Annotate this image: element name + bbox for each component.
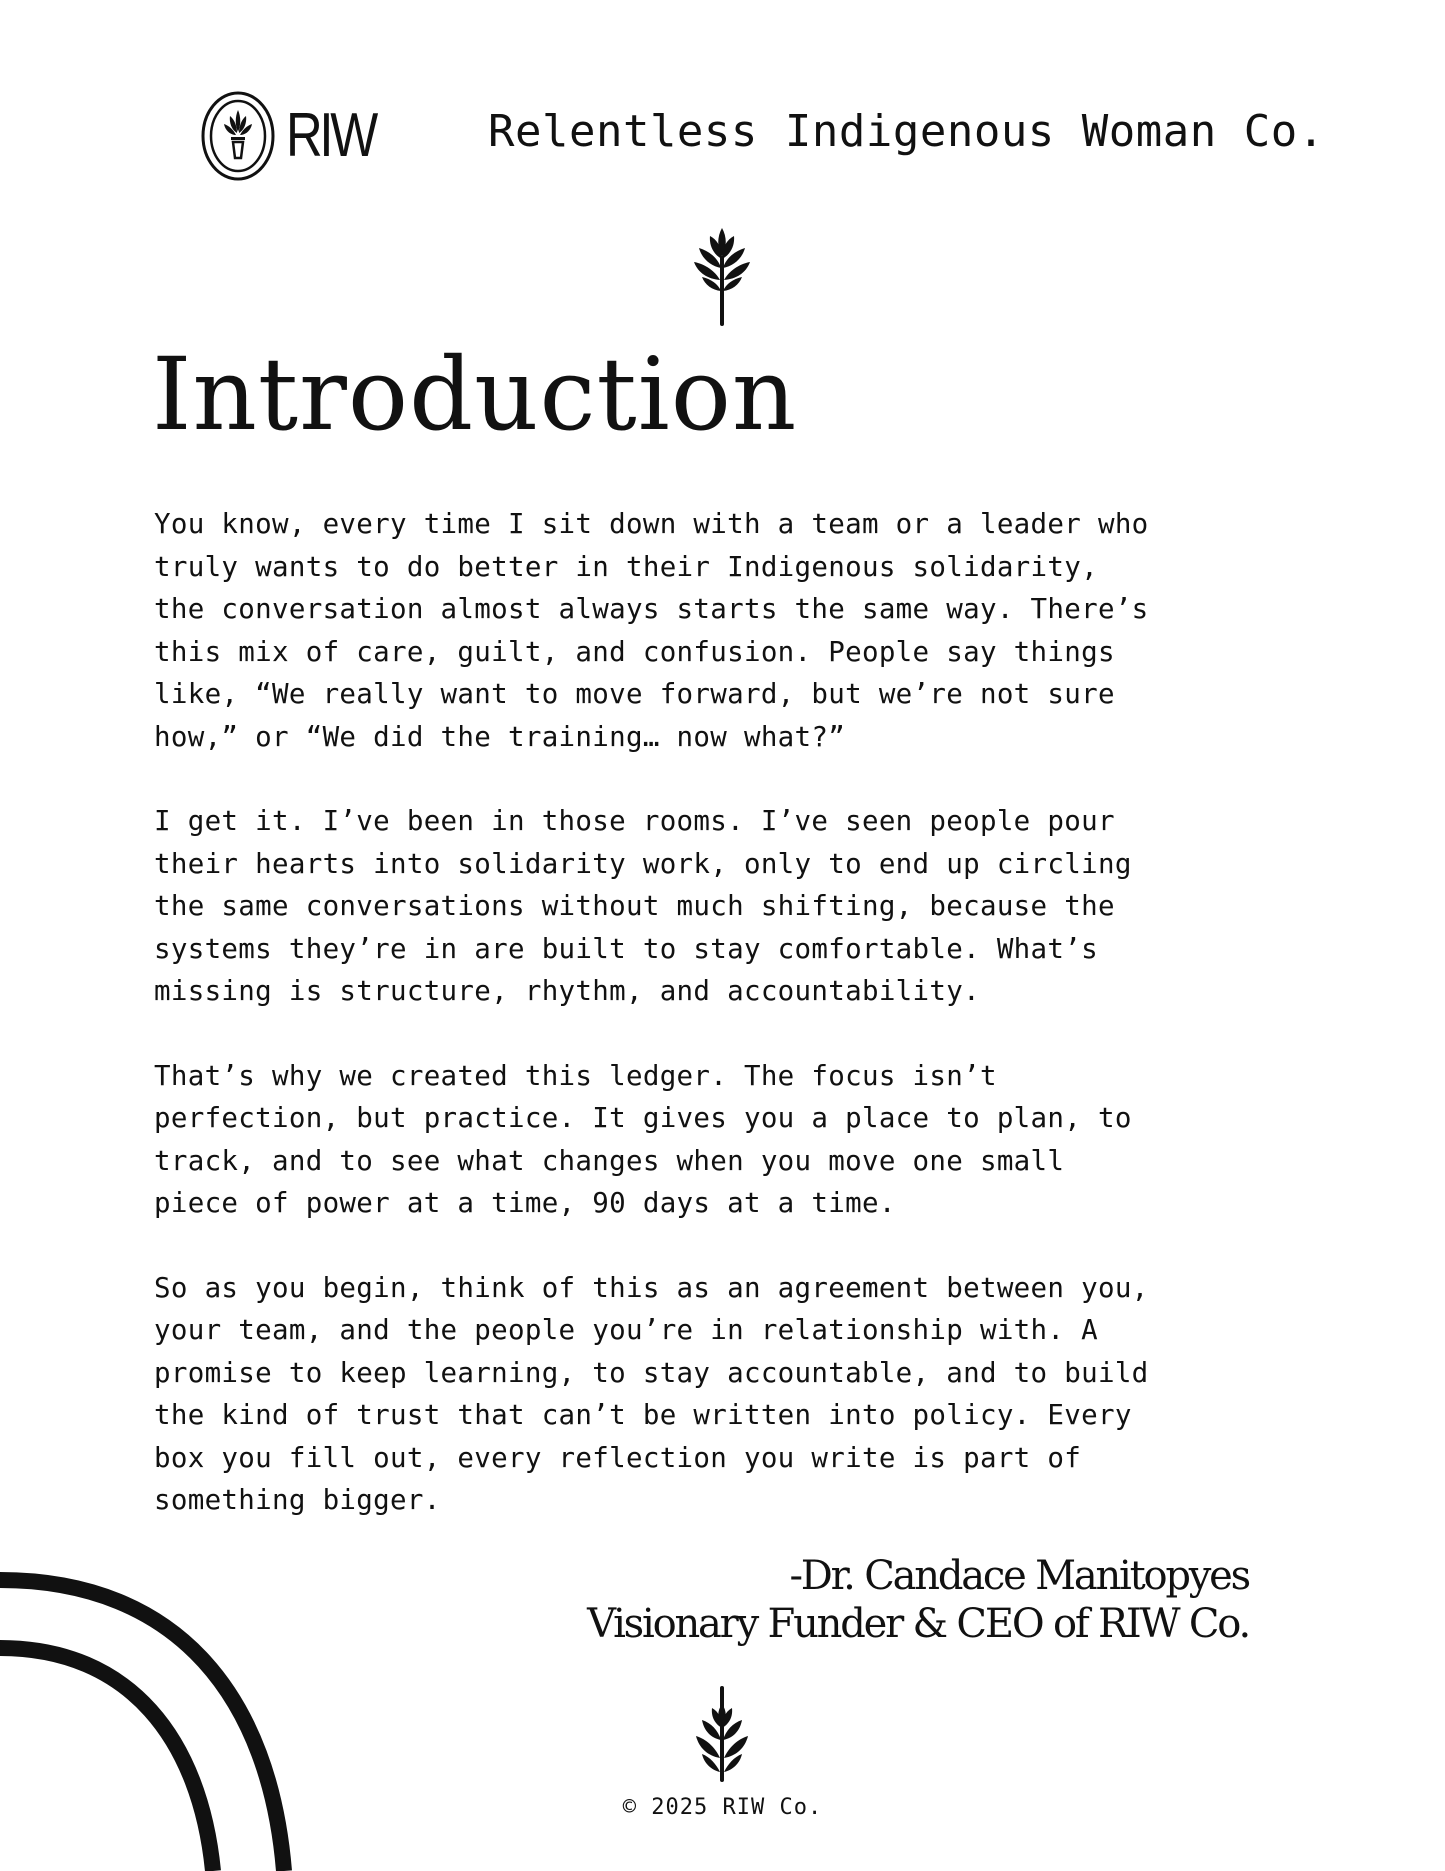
logo-wordmark: RIW	[286, 101, 375, 170]
signature-role: Visionary Funder & CEO of RIW Co.	[587, 1601, 1249, 1647]
introduction-body	[154, 503, 1304, 1564]
signature-block	[587, 1552, 1249, 1648]
paragraph: That’s why we created this ledger. The focus isn’t perfection, but practice. It gives you a place to plan, to track, and to see what changes when you move one small piece of power at a time, 90 days at a time.	[154, 1059, 1132, 1219]
organization-name: Relentless Indigenous Woman Co.	[488, 106, 1325, 157]
paragraph: So as you begin, think of this as an agreement between you, your team, and the people you’re in relationship with. A promise to keep learning, to stay accountable, and to build the kind of trust that can’t be written into policy. Every box you fill out, every reflection you write is part of something bigger.	[154, 1271, 1149, 1516]
paragraph: I get it. I’ve been in those rooms. I’ve seen people pour their hearts into solidarity work, only to end up circling the same conversations without much shifting, because the systems they’re in are built to stay comfortable. What’s missing is structure, rhythm, and accountability.	[154, 805, 1132, 1007]
copyright-notice: © 2025 RIW Co.	[622, 1795, 823, 1820]
paragraph: You know, every time I sit down with a team or a leader who truly wants to do better in their Indigenous solidarity, the conversation almost always starts the same way. There’s this mix of care, guilt, and confusion. People say things like, “We really want to move forward, but we’re not sure how,” or “We did the training… now what?”	[154, 508, 1149, 753]
brand-logo	[200, 90, 395, 182]
leaf-sprig-icon	[690, 228, 754, 328]
page-header	[0, 0, 1445, 200]
page-title: Introduction	[152, 336, 798, 453]
signature-name: -Dr. Candace Manitopyes	[789, 1553, 1249, 1599]
decorative-arches	[0, 1560, 320, 1871]
leaf-sprig-icon	[690, 1686, 754, 1786]
seal-logo-icon	[200, 90, 276, 182]
